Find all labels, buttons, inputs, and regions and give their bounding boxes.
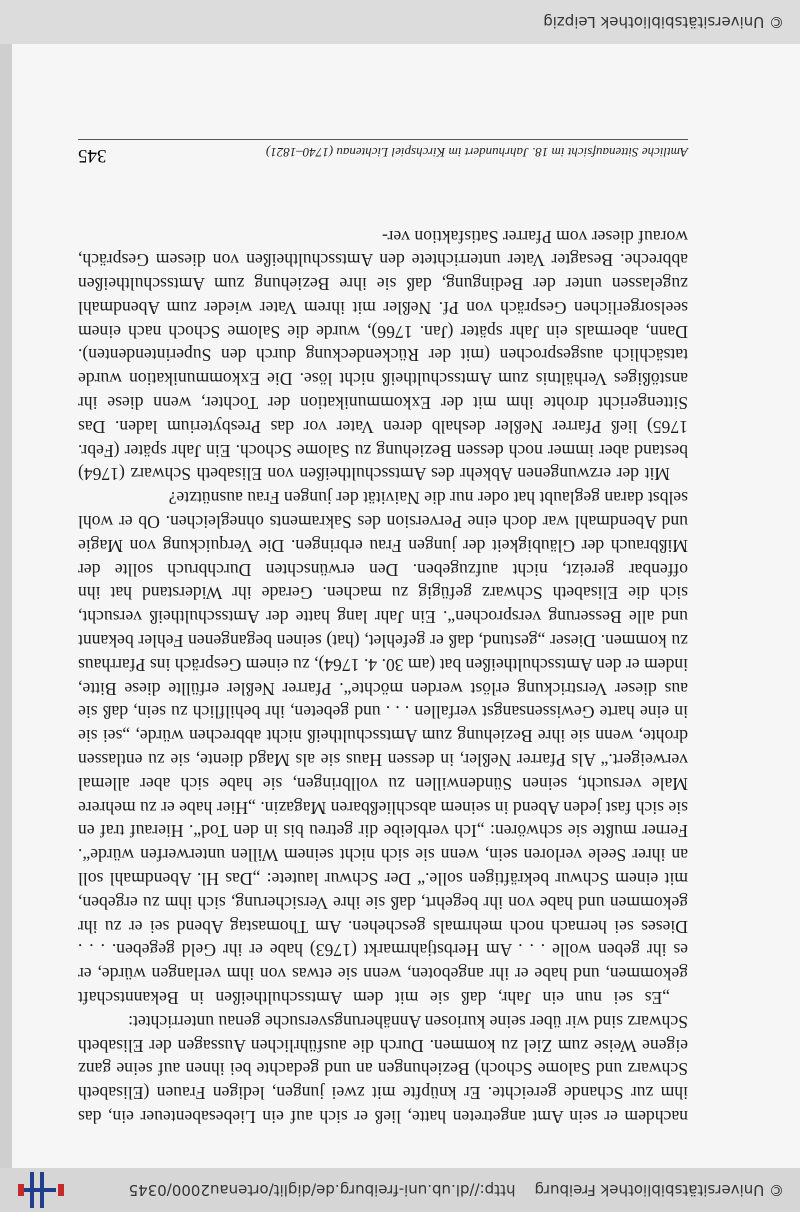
running-header-title: Amtliche Sittenaufsicht im 18. Jahrhundert im Kirchspiel Lichtenau (1740–1821) — [265, 145, 688, 160]
paragraph: „Es sei nun ein Jahr, daß sie mit dem Amtsschultheißen in Bekanntschaft gekommen, und habe er ihr angeboten, wenn sie etwas von ihm verlangen würde, er es ihr geben wolle . . . Am Herbstjahrmarkt (1763) habe er ihr Geld gegeben. . . . Dieses sei hernach noch mehrmals geschehen. Am Thomastag Abend sei er zu ihr gekommen und habe von ihr begehrt, daß sie ihre Versicherung, sich ihm zu ergeben, mit einem Schwur bekräftigen solle.“ Der Schwur lautete: „Das Hl. Abendmahl soll an ihrer Seele verloren sein, wenn sie sich nicht seinem Willen unterwerfen würde“. Ferner mußte sie schwören: „Ich verbleibe dir getreu bis in den Tod“. Hierauf traf en sie sich fast jeden Abend in seinem abschließbaren Magazin. „Hier habe er zu mehrere Male versucht, seinen Sündenwillen zu vollbringen, sie habe sich aber allemal verweigert.“ Als Pfarrer Neßler, in dessen Haus sie als Magd diente, sie zu entlassen drohte, wenn sie ihre Beziehung zum Amtsschultheiß nicht abbrechen würde, „sei sie in eine harte Gewissensangst verfallen . . . und gebeten, ihr behilflich zu sein, daß sie aus dieser Verstrickung erlöst werden möchte“. Pfarrer Neßler erfüllte diese Bitte, indem er den Amtsschultheißen bat (am 30. 4. 1764), zu einem Gespräch ins Pfarrhaus zu kommen. Dieser „gestund, daß er gefehlet, (hat) seinen begangenen Fehler bekannt und alle Besserung versprochen“. Ein Jahr lang hatte der Amtsschultheiß versucht, sich die Elisabeth Schwarz gefügig zu machen. Gerade ihr Widerstand hat ihn offenbar gereizt, nicht aufzugeben. Den erwünschten Durchbruch sollte der Mißbrauch der Gläubigkeit der jungen Frau erbringen. Die Verquickung von Magie und Abendmahl war doch eine Perversion des Sakraments ohnegleichen. Ob er wohl selbst daran geglaubt hat oder nur die Naivität der jungen Frau ausnützte? — [78, 488, 688, 1009]
viewer-bottom-bar — [0, 0, 800, 44]
bottom-attribution: © Universitätsbibliothek Leipzig — [543, 13, 784, 31]
library-logo-icon — [18, 1172, 64, 1208]
paragraph: nachdem er sein Amt angetreten hatte, ließ er sich auf ein Liebesabenteuer ein, das ihm zur Schande gereichte. Er knüpfte mit zwei jungen, ledigen Frauen (Elisabeth Schwarz und Salome Schoch) Beziehungen an und gedachte bei ihnen auf seine ganz eigene Weise zum Ziel zu kommen. Durch die ausführlichen Aussagen der Elisabeth Schwarz sind wir über seine kuriosen Annäherungsversuche genau unterrichtet: — [78, 1011, 688, 1127]
paragraph: Mit der erzwungenen Abkehr des Amtsschultheißen von Elisabeth Schwarz (1764) bestand aber immer noch dessen Beziehung zu Salome Schoch. Ein Jahr später (Febr. 1765) ließ Pfarrer Neßler deshalb deren Vater vor das Presbyterium laden. Das Sittengericht drohte ihm mit der Exkommunikation der Tochter, wenn diese ihr anstößiges Verhältnis zum Amtsschultheiß nicht löse. Die Exkommunikation wurde tatsächlich ausgesprochen (mit der Rückendeckung durch den Superintendenten). Dann, abermals ein Jahr später (Jan. 1766), wurde die Salome Schoch nach einem seelsorgerlichen Gespräch von Pf. Neßler mit ihrem Vater wieder zum Abendmahl zugelassen unter der Bedingung, daß sie ihre Beziehung zum Amtsschultheißen abbreche. Besagter Vater unterrichtete den Amtsschultheißen von diesem Gespräch, worauf dieser vom Pfarrer Satisfaktion ver- — [78, 226, 688, 485]
page-gutter — [0, 44, 12, 1168]
scanned-page — [0, 44, 800, 1168]
page-number: 345 — [78, 145, 107, 166]
attribution-label: © Universitätsbibliothek Freiburg — [534, 1181, 784, 1199]
running-header — [78, 139, 688, 160]
source-url-link[interactable]: http://dl.ub.uni-freiburg.de/diglit/ortenau2000/0345 — [128, 1181, 516, 1199]
viewer-top-bar — [0, 1168, 800, 1212]
page-body-text — [78, 224, 688, 1128]
attribution-text — [129, 1181, 800, 1199]
